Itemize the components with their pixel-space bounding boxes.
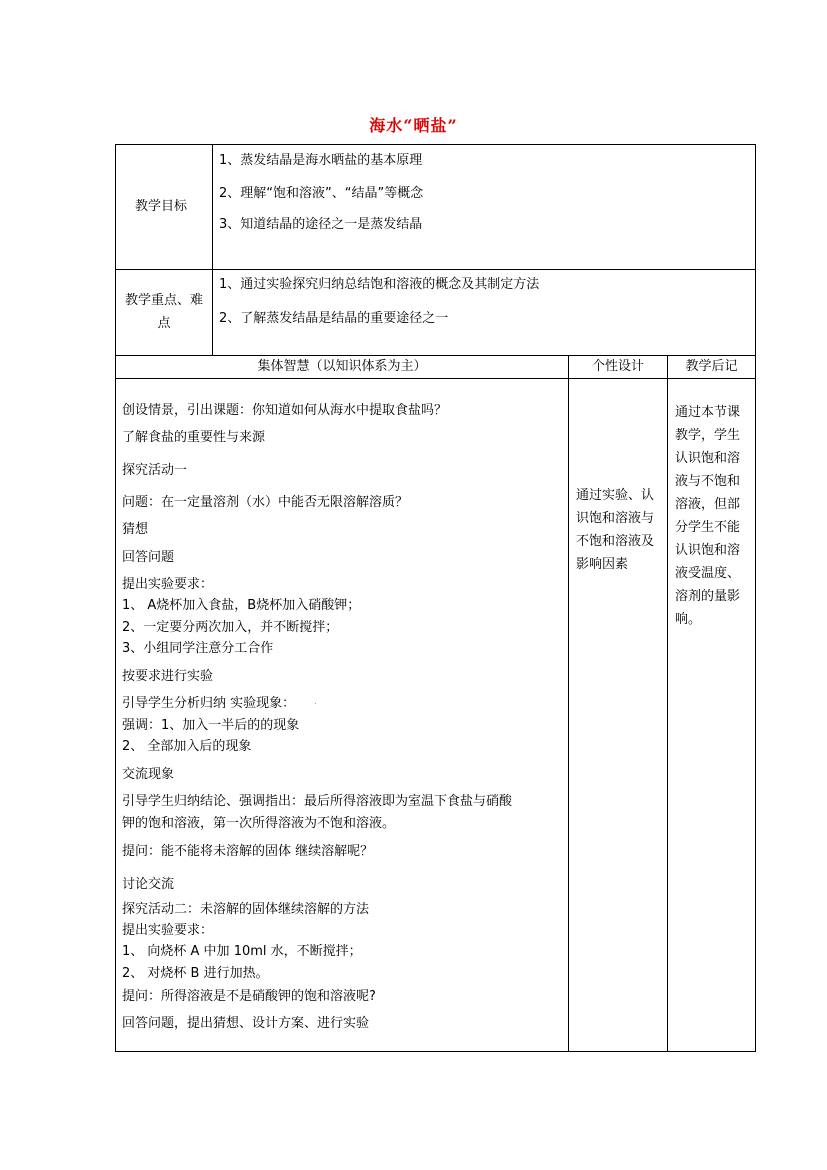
main-line: 提出实验要求： — [122, 923, 214, 938]
column-header-main: 集体智慧（以知识体系为主） — [257, 359, 427, 374]
table-border-bottom — [115, 1051, 756, 1052]
table-border-left — [115, 144, 116, 1052]
row-divider-header — [115, 378, 756, 379]
main-line: 探究活动一 — [122, 463, 188, 478]
main-line: 3、小组同学注意分工合作 — [122, 641, 274, 656]
column-header-personal: 个性设计 — [591, 359, 644, 374]
notes-column-divider — [667, 355, 668, 1052]
goals-label: 教学目标 — [135, 199, 188, 214]
main-line: 交流现象 — [122, 767, 175, 782]
goal-item: 2、理解“饱和溶液”、“结晶”等概念 — [219, 186, 424, 201]
main-line: 2、 全部加入后的现象 — [122, 739, 252, 754]
main-line: 按要求进行实验 — [122, 669, 214, 684]
label-column-divider — [212, 144, 213, 356]
main-line: 回答问题 — [122, 550, 175, 565]
main-line: 钾的饱和溶液，第一次所得溶液为不饱和溶液。 — [122, 816, 396, 831]
main-line: 强调：1、加入一半后的的现象 — [122, 718, 300, 733]
table-border-right — [755, 144, 756, 1052]
personal-column-divider — [568, 355, 569, 1052]
main-line: 引导学生归纳结论、强调指出：最后所得溶液即为室温下食盐与硝酸 — [122, 794, 513, 809]
main-line: 了解食盐的重要性与来源 — [122, 430, 266, 445]
main-line: 创设情景，引出课题：你知道如何从海水中提取食盐吗？ — [122, 403, 448, 418]
goal-item: 1、蒸发结晶是海水晒盐的基本原理 — [219, 153, 423, 168]
main-line: 1、 A烧杯加入食盐，B烧杯加入硝酸钾； — [122, 598, 361, 613]
main-line: 2、 对烧杯 B 进行加热。 — [122, 966, 269, 981]
main-line: 提问：能不能将未溶解的固体 继续溶解呢？ — [122, 844, 374, 859]
teaching-notes-text: 通过本节课教学，学生认识饱和溶液与不饱和溶液，但部分学生不能认识饱和溶液受温度、溶剂的量影响。 — [675, 405, 741, 627]
main-line: 提问：所得溶液是不是硝酸钾的饱和溶液呢? — [122, 989, 376, 1004]
main-line: 猜想 — [122, 522, 149, 537]
main-line: 提出实验要求： — [122, 577, 214, 592]
main-line: 问题：在一定量溶剂（水）中能否无限溶解溶质？ — [122, 495, 409, 510]
main-line: 引导学生分析归纳 实验现象： — [122, 696, 296, 711]
key-point-item: 1、通过实验探究归纳总结饱和溶液的概念及其制定方法 — [219, 277, 540, 292]
goal-item: 3、知道结晶的途径之一是蒸发结晶 — [219, 217, 423, 232]
main-line: 探究活动二：未溶解的固体继续溶解的方法 — [122, 902, 370, 917]
key-points-label: 教学重点、难 — [124, 293, 203, 308]
key-point-item: 2、了解蒸发结晶是结晶的重要途径之一 — [219, 311, 449, 326]
column-header-notes: 教学后记 — [685, 359, 738, 374]
main-line: 1、 向烧杯 A 中加 10ml 水，不断搅拌； — [122, 944, 362, 959]
key-points-label-cont: 点 — [157, 316, 171, 331]
main-line: 回答问题，提出猜想、设计方案、进行实验 — [122, 1016, 370, 1031]
page-title: 海水“晒盐” — [369, 116, 458, 135]
annotation-mark: . — [314, 697, 317, 707]
personal-design-text: 通过实验、认识饱和溶液与不饱和溶液及影响因素 — [576, 488, 655, 572]
main-line: 讨论交流 — [122, 877, 175, 892]
main-line: 2、一定要分两次加入，并不断搅拌； — [122, 620, 339, 635]
